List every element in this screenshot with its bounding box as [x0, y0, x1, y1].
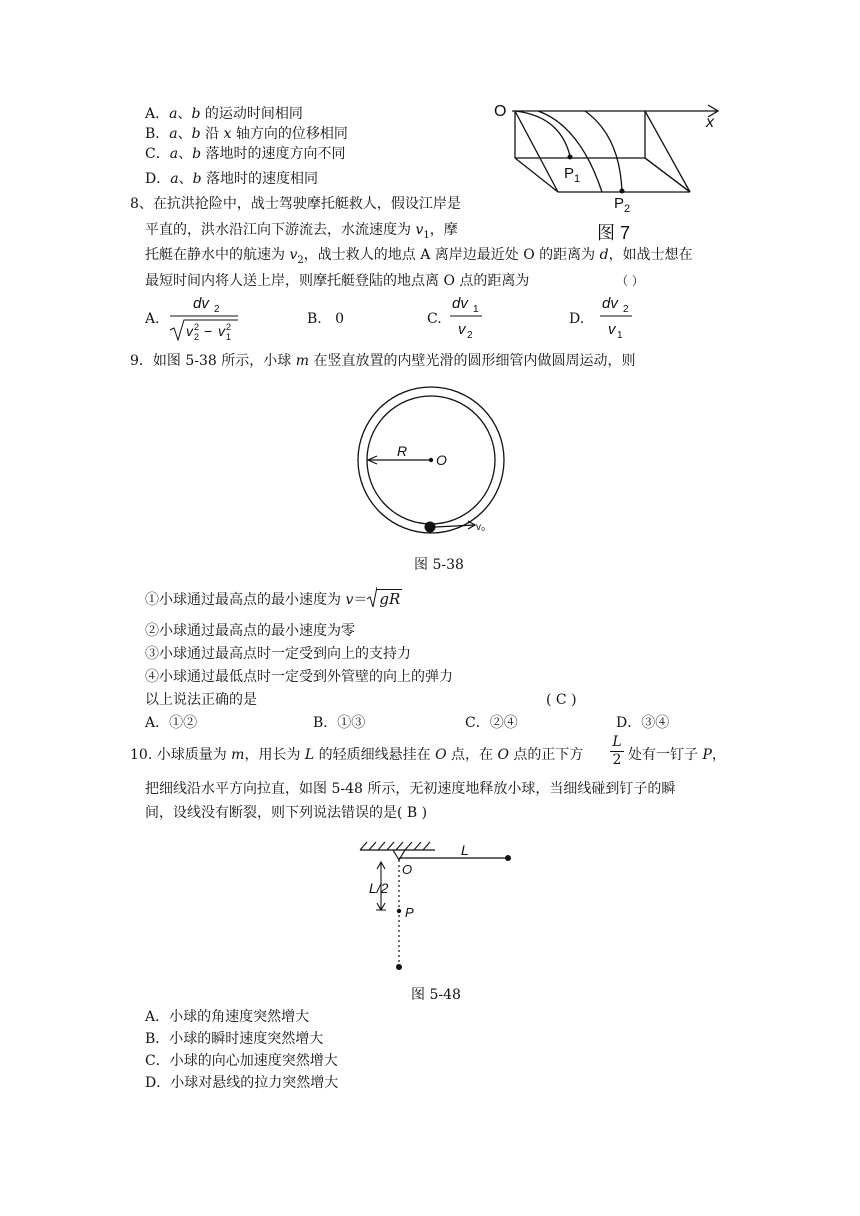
q9-statement-2: ②小球通过最高点的最小速度为零 [145, 623, 355, 639]
svg-text:v: v [608, 321, 616, 338]
q10-line-3: 间，设线没有断裂，则下列说法错误的是( B ) [145, 805, 428, 821]
figure-5-48 [355, 838, 525, 978]
q9-choice-c: C．②④ [465, 715, 518, 731]
svg-text:dv: dv [193, 295, 209, 312]
svg-text:P1: $P_1$ [564, 165, 581, 185]
svg-text:2: 2 [226, 322, 232, 332]
figure-5-38-v0: v₀ [476, 522, 486, 533]
q8-line-2: 平直的，洪水沿江向下游流去，水流速度为 $v_1$，摩 [145, 222, 458, 241]
q8-option-a-label: A. [145, 311, 160, 327]
q8-line-1: 8、在抗洪抢险中，战士驾驶摩托艇救人，假设江岸是 [130, 196, 461, 212]
svg-text:v: v [186, 323, 193, 339]
q8-option-b: B. 0 [307, 311, 345, 327]
q10-option-c: C．小球的向心加速度突然增大 [145, 1053, 338, 1069]
figure-5-38-o: O [436, 452, 447, 468]
q8-answer-paren: （ ） [616, 274, 644, 288]
q10-option-a: A．小球的角速度突然增大 [145, 1009, 310, 1025]
figure-5-48-half: L/2 [369, 880, 389, 896]
q9-statement-1: ①小球通过最高点的最小速度为 v＝ gR [145, 590, 402, 609]
q7-option-d: D．a、b 落地时的速度相同 [145, 171, 319, 187]
q7-option-a: A．a、b 的运动时间相同 [145, 106, 303, 122]
q10-line-1: 10. 小球质量为 m，用长为 L 的轻质细线悬挂在 O 点，在 O 点的正下方 [130, 747, 584, 763]
svg-text:P2: $P_2$ [614, 195, 631, 215]
q7-option-c: C．a、b 落地时的速度方向不同 [145, 146, 346, 162]
q9-conclusion: 以上说法正确的是 [145, 692, 257, 708]
q10-option-b: B．小球的瞬时速度突然增大 [145, 1031, 324, 1047]
q10-fraction: L 2 [610, 734, 624, 769]
figure-5-48-caption: 图 5-48 [411, 987, 461, 1003]
q8-option-c-formula [448, 292, 484, 340]
q10-option-d: D．小球对悬线的拉力突然增大 [145, 1075, 339, 1091]
svg-text:1: 1 [473, 304, 479, 315]
q8-option-d-formula [598, 292, 634, 340]
q7-option-b: B．a、b 沿 x 轴方向的位移相同 [145, 126, 348, 142]
svg-text:−: − [204, 323, 213, 339]
svg-text:2: 2 [623, 304, 629, 315]
q9-statement-4: ④小球通过最低点时一定受到外管壁的向上的弹力 [145, 669, 453, 685]
q8-option-a-formula [168, 292, 243, 344]
svg-text:1: 1 [226, 332, 232, 342]
figure-5-48-l: L [461, 842, 469, 858]
q10-line-1-end: 处有一钉子 P， [628, 747, 726, 763]
q9-statement-3: ③小球通过最高点时一定受到向上的支持力 [145, 646, 411, 662]
q9-choice-a: A．①② [145, 715, 198, 731]
figure-7-caption: 图 7 [597, 223, 631, 243]
svg-text:v: v [458, 321, 466, 338]
q10-line-2: 把细线沿水平方向拉直，如图 5-48 所示，无初速度地释放小球，当细线碰到钉子的瞬 [145, 781, 676, 797]
figure-7 [490, 96, 730, 246]
svg-text:1: 1 [617, 330, 623, 340]
svg-text:2: 2 [214, 304, 220, 315]
figure-5-38 [355, 380, 515, 540]
svg-text:dv: dv [452, 295, 468, 312]
q9-choice-b: B．①③ [313, 715, 366, 731]
q8-line-3: 托艇在静水中的航速为 $v_2$，战士救人的地点 A 离岸边最近处 O 的距离为 d，如战士想在 [145, 247, 693, 266]
svg-text:v: v [218, 323, 225, 339]
q8-option-c-label: C. [427, 311, 442, 327]
figure-7-p1: P [564, 165, 575, 182]
svg-text:2: 2 [194, 322, 200, 332]
figure-5-38-r: R [397, 443, 408, 459]
svg-text:2: 2 [194, 332, 200, 342]
figure-7-axis: x [706, 114, 714, 131]
figure-5-48-p: P [405, 905, 414, 920]
figure-7-origin: O [494, 103, 507, 120]
q8-line-4: 最短时间内将人送上岸，则摩托艇登陆的地点离 O 点的距离为 [145, 273, 530, 289]
q8-option-d-label: D. [569, 311, 585, 327]
figure-5-38-caption: 图 5-38 [414, 557, 464, 573]
q9-choice-d: D．③④ [616, 715, 670, 731]
svg-text:dv: dv [602, 295, 618, 312]
figure-5-48-o: O [402, 862, 413, 877]
figure-7-p2: P [614, 195, 625, 212]
svg-text:2: 2 [467, 330, 473, 340]
q9-answer: ( C ) [546, 692, 577, 708]
q9-stem: 9．如图 5-38 所示，小球 m 在竖直放置的内壁光滑的圆形细管内做圆周运动，则 [130, 353, 636, 369]
